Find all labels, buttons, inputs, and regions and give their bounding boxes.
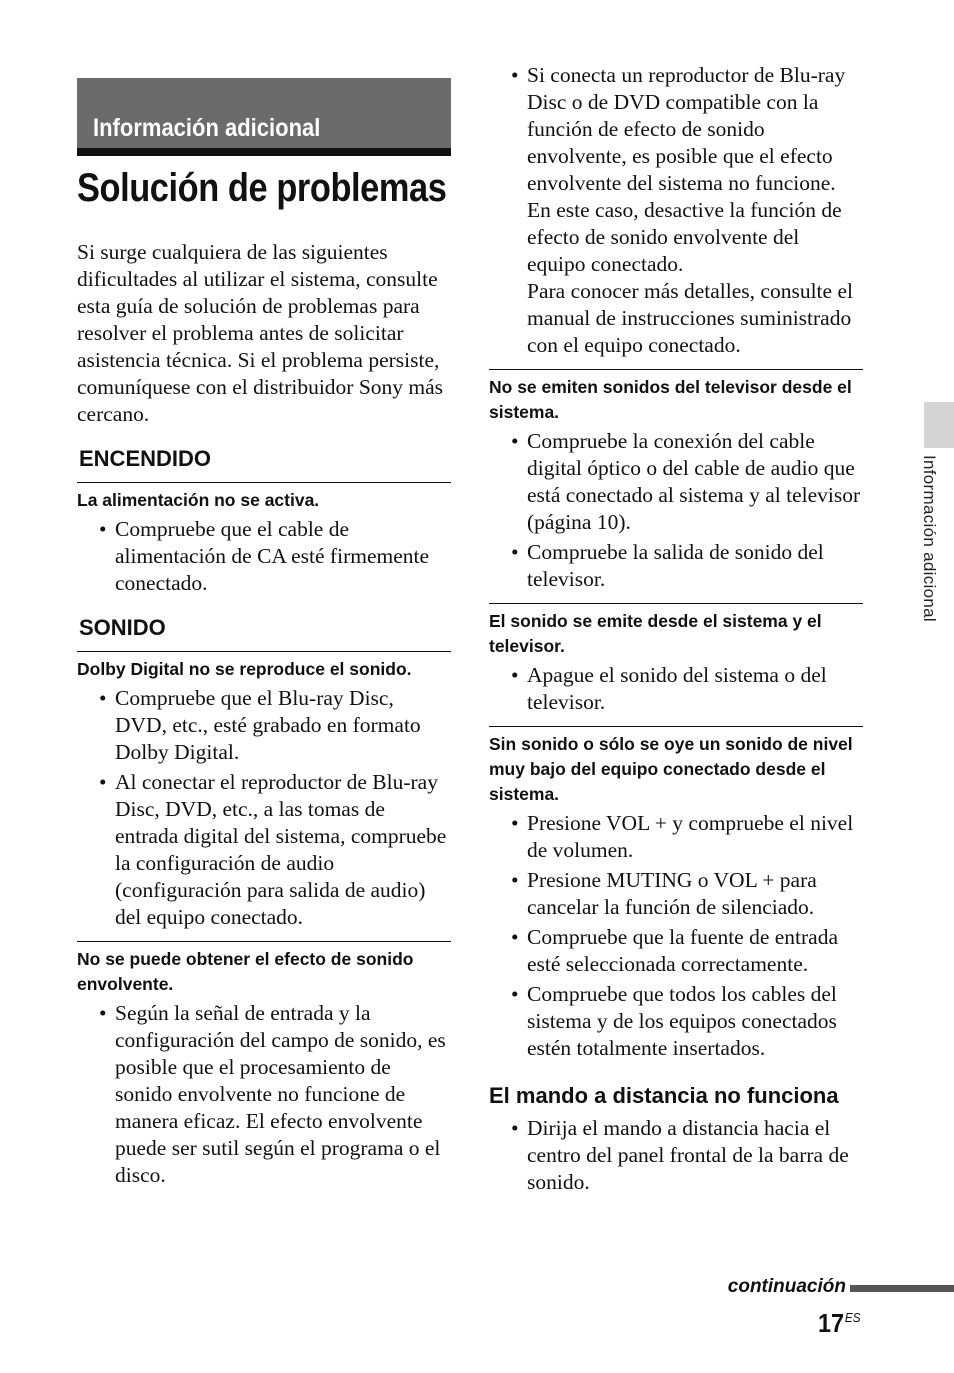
heading-sonido: SONIDO bbox=[79, 615, 166, 640]
remote-list bbox=[489, 1115, 863, 1196]
tv-no-sound-list bbox=[489, 428, 863, 593]
issue-low-sound: Sin sonido o sólo se oye un sonido de nivel muy bajo del equipo conectado desde el sistema. bbox=[489, 726, 863, 807]
both-output-list bbox=[489, 662, 863, 716]
continuation-label: continuación bbox=[727, 1276, 846, 1297]
list-item: • Según la señal de entrada y la configuración del campo de sonido, es posible que el procesamiento de sonido envolvente no funcione de manera eficaz. El efecto envolvente puede ser sutil según el programa o el disco. bbox=[77, 1000, 451, 1189]
heading-encendido: ENCENDIDO bbox=[79, 446, 212, 471]
intro-paragraph: Si surge cualquiera de las siguientes dificultades al utilizar el sistema, consulte esta guía de solución de problemas para resolver el problema antes de solicitar asistencia técnica. Si el problema persiste, comuníquese con el distribuidor Sony más cercano. bbox=[77, 240, 444, 426]
list-item: • Compruebe que el cable de alimentación de CA esté firmemente conectado. bbox=[77, 516, 451, 597]
list-item: • Compruebe la salida de sonido del televisor. bbox=[489, 539, 863, 593]
surround-list-continued bbox=[489, 62, 863, 359]
list-item: • Compruebe que el Blu-ray Disc, DVD, etc., esté grabado en formato Dolby Digital. bbox=[77, 685, 451, 766]
side-tab-text: Información adicional bbox=[920, 455, 939, 622]
list-item: • Presione VOL + y compruebe el nivel de volumen. bbox=[489, 810, 863, 864]
page-title: Solución de problemas bbox=[77, 166, 447, 210]
left-column bbox=[77, 78, 451, 1192]
list-item: • Al conectar el reproductor de Blu-ray Disc, DVD, etc., a las tomas de entrada digital del sistema, compruebe la configuración de audio (configuración para salida de audio) del equipo conectado. bbox=[77, 769, 451, 931]
dolby-list bbox=[77, 685, 451, 931]
page-number-value: 17 bbox=[818, 1308, 845, 1338]
heading-remote: El mando a distancia no funciona bbox=[489, 1083, 839, 1108]
issue-power: La alimentación no se activa. bbox=[77, 482, 451, 513]
low-sound-list bbox=[489, 810, 863, 1062]
continuation-bar bbox=[850, 1285, 954, 1292]
issue-dolby: Dolby Digital no se reproduce el sonido. bbox=[77, 651, 451, 682]
banner-label: Información adicional bbox=[93, 114, 321, 142]
section-banner bbox=[77, 78, 451, 156]
list-item-note: Para conocer más detalles, consulte el manual de instrucciones suministrado con el equipo conectado. bbox=[527, 279, 853, 357]
side-tab-marker bbox=[924, 402, 954, 448]
issue-surround: No se puede obtener el efecto de sonido envolvente. bbox=[77, 941, 451, 997]
list-item: • Compruebe que todos los cables del sistema y de los equipos conectados estén totalmente insertados. bbox=[489, 981, 863, 1062]
list-item: • Compruebe que la fuente de entrada esté seleccionada correctamente. bbox=[489, 924, 863, 978]
power-list bbox=[77, 516, 451, 597]
issue-tv-no-sound: No se emiten sonidos del televisor desde el sistema. bbox=[489, 369, 863, 425]
issue-both-output: El sonido se emite desde el sistema y el televisor. bbox=[489, 603, 863, 659]
list-item: • Apague el sonido del sistema o del televisor. bbox=[489, 662, 863, 716]
list-item-text: Si conecta un reproductor de Blu-ray Disc o de DVD compatible con la función de efecto de sonido envolvente, es posible que el efecto envolvente del sistema no funcione. En este caso, desactive la función de efecto de sonido envolvente del equipo conectado. bbox=[527, 63, 846, 276]
list-item: • Dirija el mando a distancia hacia el centro del panel frontal de la barra de sonido. bbox=[489, 1115, 863, 1196]
list-item: • Presione MUTING o VOL + para cancelar la función de silenciado. bbox=[489, 867, 863, 921]
page-suffix: ES bbox=[844, 1310, 861, 1325]
list-item: • Compruebe la conexión del cable digital óptico o del cable de audio que está conectado al sistema y al televisor (página 10). bbox=[489, 428, 863, 536]
side-tab-label bbox=[919, 455, 949, 685]
right-column bbox=[489, 62, 863, 1199]
page-number bbox=[818, 1308, 861, 1339]
surround-list bbox=[77, 1000, 451, 1189]
list-item bbox=[489, 62, 863, 359]
